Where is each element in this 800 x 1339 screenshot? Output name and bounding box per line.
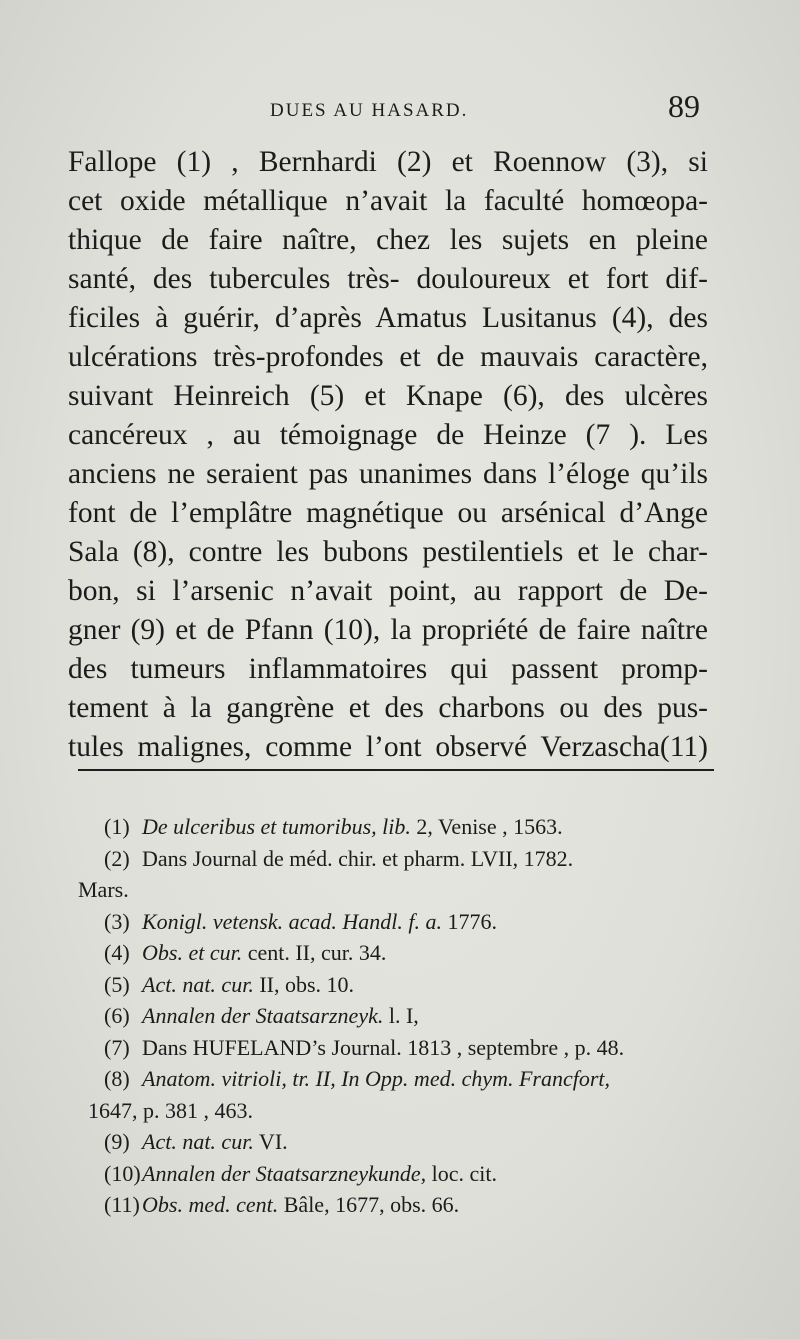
text-line: santé, des tubercules très- douloureux et fort dif-	[68, 263, 708, 295]
footnote-text: 2, Venise , 1563.	[410, 814, 563, 839]
footnote-number: (4)	[104, 940, 130, 965]
footnote-italic: Obs. et cur.	[142, 940, 243, 965]
footnote-number: (5)	[104, 971, 130, 997]
text-line: thique de faire naître, chez les sujets en pleine	[68, 224, 708, 256]
footnote-italic: Anatom. vitrioli, tr. II, In Opp. med. chym. Francfort,	[142, 1066, 611, 1091]
text-line: Fallope (1) , Bernhardi (2) et Roennow (3), si	[68, 146, 708, 178]
text-line: Sala (8), contre les bubons pestilentiels et le char-	[68, 536, 708, 568]
footnote-italic: Act. nat. cur.	[142, 1129, 254, 1154]
text-line: gner (9) et de Pfann (10), la propriété de faire naître	[68, 614, 708, 646]
footnote-number: (11)	[104, 1192, 140, 1217]
text-line: suivant Heinreich (5) et Knape (6), des ulcères	[68, 380, 708, 412]
body-text	[68, 143, 708, 767]
running-head: DUES AU HASARD.	[270, 100, 469, 121]
footnote-italic: Konigl. vetensk. acad. Handl. f. a.	[142, 908, 443, 934]
text-line: tement à la gangrène et des charbons ou des pus-	[68, 692, 708, 724]
text-line: ficiles à guérir, d’après Amatus Lusitanus (4), des	[68, 302, 708, 334]
text-line: bon, si l’arsenic n’avait point, au rapport de De-	[68, 575, 708, 607]
footnotes	[78, 811, 718, 1221]
footnote-number: (9)	[104, 1129, 130, 1154]
text-line: cancéreux , au témoignage de Heinze (7 ). Les	[68, 419, 708, 451]
footnote	[78, 906, 718, 938]
footnote-continuation	[78, 874, 718, 906]
footnote	[78, 1063, 718, 1095]
footnote-italic: Annalen der Staatsarzneykunde,	[142, 1160, 427, 1186]
text-line: cet oxide métallique n’avait la faculté homœopa-	[68, 185, 708, 217]
footnote-text: Dans Journal de méd. chir. et pharm. LVII, 1782.	[142, 845, 574, 871]
footnote-rule	[78, 769, 714, 771]
footnote	[78, 1126, 718, 1158]
footnote-italic: Annalen der Staatsarzneyk.	[142, 1003, 384, 1028]
footnote	[78, 1032, 718, 1064]
text-line: des tumeurs inflammatoires qui passent promp-	[68, 653, 708, 685]
footnote-number: (10)	[104, 1160, 141, 1186]
footnote-italic: Obs. med. cent.	[142, 1192, 279, 1217]
text-line: tules malignes, comme l’ont observé Verzascha(11)	[68, 731, 708, 763]
footnote	[78, 843, 718, 875]
text-line: anciens ne seraient pas unanimes dans l’éloge qu’ils	[68, 458, 708, 490]
footnote-text: VI.	[253, 1129, 288, 1154]
footnote-italic: De ulceribus et tumoribus, lib.	[142, 814, 411, 839]
text-line: font de l’emplâtre magnétique ou arsénical d’Ange	[68, 497, 708, 529]
footnote-text: Dans HUFELAND’s Journal. 1813 , septembre , p. 48.	[142, 1034, 625, 1060]
page-number: 89	[668, 88, 700, 124]
footnote	[78, 811, 718, 843]
footnote-italic: Act. nat. cur.	[142, 971, 254, 997]
footnote-text: l. I,	[383, 1003, 419, 1028]
footnote-number: (2)	[104, 845, 130, 871]
footnote-number: (8)	[104, 1066, 130, 1091]
text-line: ulcérations très-profondes et de mauvais caractère,	[68, 341, 708, 373]
footnote-number: (6)	[104, 1003, 130, 1028]
footnote-number: (1)	[104, 814, 130, 839]
footnote-text: II, obs. 10.	[253, 971, 355, 997]
footnote-number: (3)	[104, 908, 130, 934]
footnote-text: Mars.	[78, 877, 129, 902]
footnote	[78, 1189, 718, 1221]
footnote-text: loc. cit.	[426, 1160, 497, 1186]
footnote	[78, 1000, 718, 1032]
footnote	[78, 969, 718, 1001]
footnote	[78, 1158, 718, 1190]
footnote-text: cent. II, cur. 34.	[242, 940, 387, 965]
footnote-text: 1776.	[442, 908, 498, 934]
footnote-text: 1647, p. 381 , 463.	[88, 1097, 253, 1123]
footnote-number: (7)	[104, 1034, 130, 1060]
footnote-continuation	[88, 1095, 718, 1127]
footnote-text: Bâle, 1677, obs. 66.	[278, 1192, 460, 1217]
footnote	[78, 937, 718, 969]
